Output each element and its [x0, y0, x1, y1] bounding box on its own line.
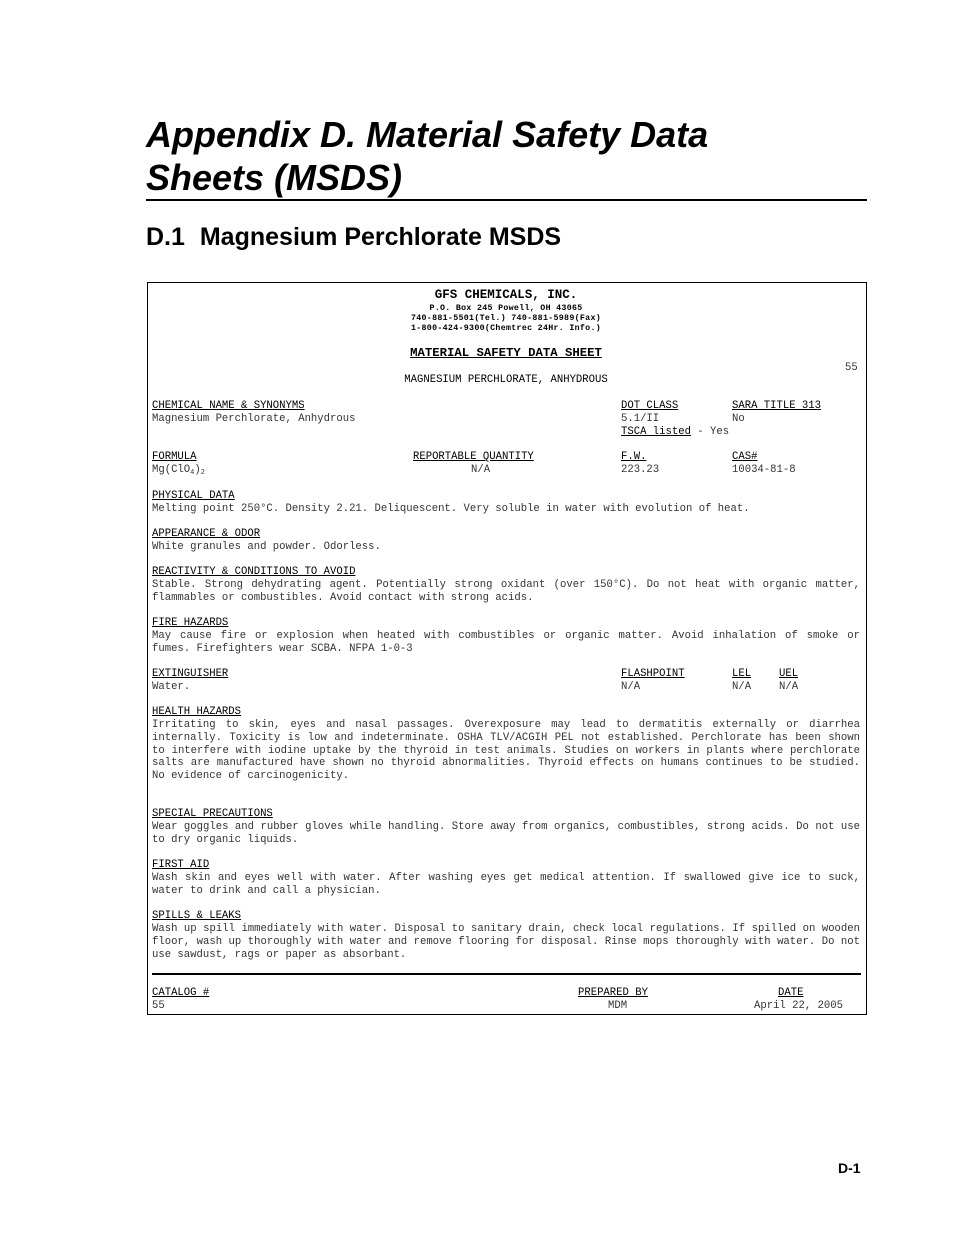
reactivity-text: Stable. Strong dehydrating agent. Potentially strong oxidant (over 150°C). Do not heat with organic matter, flammables or combustibles. Avoid contact with strong acids. — [152, 579, 860, 604]
catalog-value: 55 — [152, 1000, 165, 1012]
page-number: D-1 — [838, 1160, 861, 1176]
formula-weight-label: F.W. — [621, 451, 647, 463]
reportable-quantity-value: N/A — [471, 464, 491, 476]
section-number: D.1 — [146, 223, 185, 251]
sheet-title: MATERIAL SAFETY DATA SHEET — [410, 346, 602, 360]
formula-close: ) — [194, 464, 201, 476]
formula-label: FORMULA — [152, 451, 197, 463]
formula-value — [152, 464, 205, 477]
chemical-name-label: CHEMICAL NAME & SYNONYMS — [152, 400, 305, 412]
dot-class-value: 5.1/II — [621, 413, 660, 425]
company-address: P.O. Box 245 Powell, OH 43065 — [429, 304, 583, 313]
fire-hazards-label: FIRE HAZARDS — [152, 617, 229, 629]
tsca-line — [621, 426, 729, 439]
special-precautions-label: SPECIAL PRECAUTIONS — [152, 808, 273, 820]
lel-value: N/A — [732, 681, 752, 693]
appearance-label: APPEARANCE & ODOR — [152, 528, 261, 540]
chemical-name-value: Magnesium Perchlorate, Anhydrous — [152, 413, 356, 425]
prepared-by-label: PREPARED BY — [578, 987, 648, 999]
cas-value: 10034-81-8 — [732, 464, 796, 476]
appendix-title-line2: Sheets (MSDS) — [146, 157, 403, 198]
dot-class-label: DOT CLASS — [621, 400, 679, 412]
company-phone-fax: 740-881-5501(Tel.) 740-881-5989(Fax) — [410, 314, 602, 323]
sara-label: SARA TITLE 313 — [732, 400, 822, 412]
health-hazards-label: HEALTH HAZARDS — [152, 706, 242, 718]
appendix-title — [146, 113, 866, 199]
spills-leaks-label: SPILLS & LEAKS — [152, 910, 242, 922]
formula-subscript-1: 4 — [190, 469, 195, 477]
sara-value: No — [732, 413, 745, 425]
flashpoint-label: FLASHPOINT — [621, 668, 685, 680]
cas-label: CAS# — [732, 451, 758, 463]
formula-base: Mg(ClO — [152, 464, 191, 476]
date-value: April 22, 2005 — [754, 1000, 844, 1012]
sheet-number: 55 — [845, 362, 858, 374]
section-title: Magnesium Perchlorate MSDS — [199, 223, 562, 251]
extinguisher-label: EXTINGUISHER — [152, 668, 229, 680]
extinguisher-value: Water. — [152, 681, 191, 693]
tsca-label: TSCA listed — [621, 426, 691, 438]
title-divider — [146, 199, 867, 201]
product-name: MAGNESIUM PERCHLORATE, ANHYDROUS — [404, 374, 608, 386]
appendix-title-line1: Appendix D. Material Safety Data — [146, 114, 709, 155]
fire-hazards-text: May cause fire or explosion when heated with combustibles or organic matter. Avoid inhalation of smoke or fumes. Firefighters wear SCBA. NFPA 1-0-3 — [152, 630, 860, 655]
company-chemtrec: 1-800-424-9300(Chemtrec 24Hr. Info.) — [410, 324, 602, 333]
first-aid-text: Wash skin and eyes well with water. After washing eyes get medical attention. If swallowed give ice to suck, water to drink and call a physician. — [152, 872, 860, 897]
catalog-label: CATALOG # — [152, 987, 210, 999]
reactivity-label: REACTIVITY & CONDITIONS TO AVOID — [152, 566, 356, 578]
physical-data-text: Melting point 250°C. Density 2.21. Deliquescent. Very soluble in water with evolution of heat. — [152, 503, 750, 515]
company-name: GFS CHEMICALS, INC. — [434, 288, 578, 302]
physical-data-label: PHYSICAL DATA — [152, 490, 235, 502]
prepared-by-value: MDM — [608, 1000, 628, 1012]
footer-divider — [152, 973, 861, 975]
uel-label: UEL — [779, 668, 799, 680]
date-label: DATE — [778, 987, 804, 999]
formula-subscript-2: 2 — [200, 469, 205, 477]
health-hazards-text: Irritating to skin, eyes and nasal passages. Overexposure may lead to dermatitis externally or diarrhea internally. Toxicity is low and indeterminate. OSHA TLV/ACGIH PEL not established. Perchlorate has been shown to interfere with iodine uptake by the thyroid in test animals. Studies on workers in plants where perchlorate salts are manufactured have shown no thyroid abnormalities. Thyroid effects on humans continues to be studied. No evidence of carcinogenicity. — [152, 719, 860, 783]
special-precautions-text: Wear goggles and rubber gloves while handling. Store away from organics, combustibles, strong acids. Do not use to dry organic liquids. — [152, 821, 860, 846]
tsca-value: - Yes — [690, 426, 730, 438]
spills-leaks-text: Wash up spill immediately with water. Disposal to sanitary drain, check local regulations. If spilled on wooden floor, wash up thoroughly with water and remove flooring for disposal. Rinse mops thoroughly with water. Do not use sawdust, rags or paper as absorbant. — [152, 923, 860, 961]
section-heading — [146, 222, 561, 252]
reportable-quantity-label: REPORTABLE QUANTITY — [413, 451, 534, 463]
uel-value: N/A — [779, 681, 799, 693]
appearance-text: White granules and powder. Odorless. — [152, 541, 381, 553]
first-aid-label: FIRST AID — [152, 859, 210, 871]
flashpoint-value: N/A — [621, 681, 641, 693]
lel-label: LEL — [732, 668, 752, 680]
formula-weight-value: 223.23 — [621, 464, 660, 476]
